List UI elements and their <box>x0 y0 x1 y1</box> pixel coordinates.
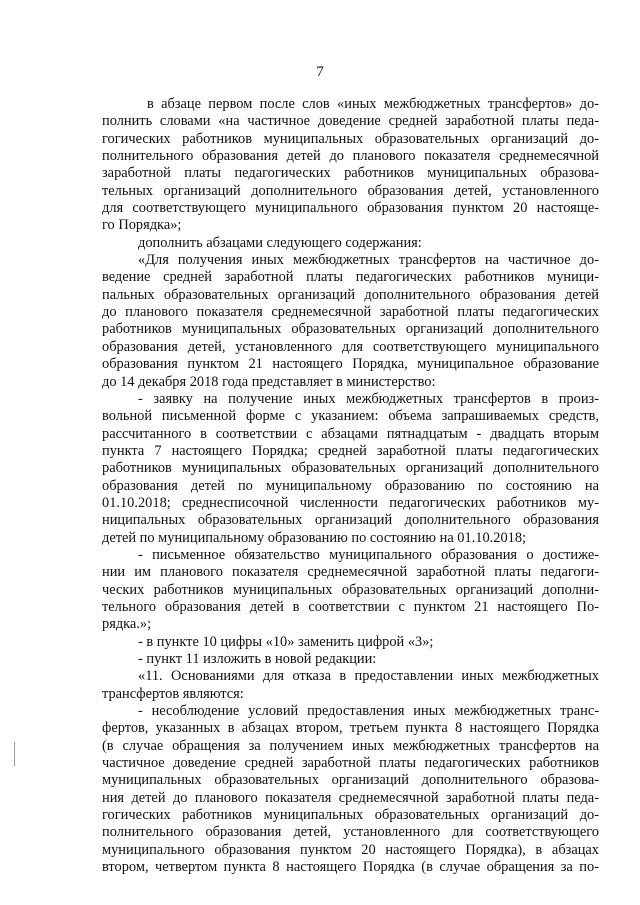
scan-edge-mark <box>14 742 15 766</box>
text-line: тельных организаций дополнительного образования детей, установленного <box>102 182 599 199</box>
text-line: полнить словами «на частичное доведение средней заработной платы педа- <box>102 113 599 130</box>
text-line: - пункт 11 изложить в новой редакции: <box>138 651 377 667</box>
text-line: пункта 7 настоящего Порядка; средней заработной платы педагогических <box>102 442 599 459</box>
text-line: образования детей, установленного для соответствующего муниципального <box>102 338 599 355</box>
text-line: трансфертов являются: <box>102 685 244 702</box>
text-line: в абзаце первом после слов «иных межбюджетных трансфертов» до- <box>147 96 599 112</box>
text-line: 01.10.2018; среднесписочной численности педагогических работников му- <box>102 494 599 511</box>
text-line: образования детей по муниципальному образованию по состоянию на <box>102 477 599 494</box>
text-line: дополнить абзацами следующего содержания: <box>138 234 422 251</box>
text-line: «Для получения иных межбюджетных трансфертов на частичное до- <box>138 252 599 269</box>
text-line: нии им планового показателя среднемесячной заработной платы педагоги- <box>102 564 599 581</box>
text-line: вольной письменной форме с указанием: объема запрашиваемых средств, <box>102 408 599 425</box>
text-line: детей по муниципальному образованию по состоянию на 01.10.2018; <box>102 529 527 546</box>
text-line: частичное доведение средней заработной платы педагогических работников <box>102 755 599 772</box>
text-line: до 14 декабря 2018 года представляет в министерство: <box>102 373 436 390</box>
text-line: муниципальных образовательных организаций дополнительного образова- <box>102 772 599 789</box>
text-line: полнительного образования детей, установленного для соответствующего <box>102 824 599 841</box>
text-line: муниципального образования пунктом 20 настоящего Порядка), в абзацах <box>102 841 599 858</box>
page-number: 7 <box>316 64 324 80</box>
text-line: ния детей до планового показателя среднемесячной заработной платы педа- <box>102 789 599 806</box>
text-line: - в пункте 10 цифры «10» заменить цифрой «3»; <box>138 633 434 650</box>
text-line: полнительного образования детей до планового показателя среднемесячной <box>102 148 599 165</box>
text-line: фертов, указанных в абзацах втором, третьем пункта 8 настоящего Порядка <box>102 720 599 737</box>
text-line: работников муниципальных образовательных организаций дополнительного <box>102 321 599 338</box>
text-line: рядка.»; <box>102 616 152 633</box>
text-line: ниципальных образовательных организаций дополнительного образования <box>102 512 599 529</box>
text-line: образования пунктом 21 настоящего Порядка, муниципальное образование <box>102 356 599 373</box>
text-line: (в случае обращения за получением иных межбюджетных трансфертов на <box>102 737 599 754</box>
document-body <box>102 96 599 876</box>
text-line: ведение средней заработной платы педагогических работников муници- <box>102 269 599 286</box>
text-line: - письменное обязательство муниципального образования о достиже- <box>138 546 599 563</box>
text-line: работников муниципальных образовательных организаций дополнительного <box>102 460 599 477</box>
text-line: ческих работников муниципальных образовательных организаций дополни- <box>102 581 599 598</box>
text-line: - несоблюдение условий предоставления иных межбюджетных транс- <box>138 703 599 720</box>
text-line: тельного образования детей в соответствии с пунктом 21 настоящего По- <box>102 598 599 615</box>
text-line: пальных образовательных организаций дополнительного образования детей <box>102 286 599 303</box>
text-line: го Порядка»; <box>102 217 182 234</box>
text-line: гогических работников муниципальных образовательных организаций до- <box>102 807 599 824</box>
text-line: заработной платы педагогических работников муниципальных образова- <box>102 165 599 182</box>
text-line: втором, четвертом пункта 8 настоящего Порядка (в случае обращения за по- <box>102 859 599 876</box>
text-line: гогических работников муниципальных образовательных организаций до- <box>102 130 599 147</box>
text-line: до планового показателя среднемесячной заработной платы педагогических <box>102 304 599 321</box>
text-line: рассчитанного в соответствии с абзацами пятнадцатым - двадцать вторым <box>102 425 599 442</box>
text-line: - заявку на получение иных межбюджетных трансфертов в произ- <box>138 390 599 407</box>
text-line: для соответствующего муниципального образования пунктом 20 настояще- <box>102 200 599 217</box>
text-line: «11. Основаниями для отказа в предоставлении иных межбюджетных <box>138 668 599 685</box>
